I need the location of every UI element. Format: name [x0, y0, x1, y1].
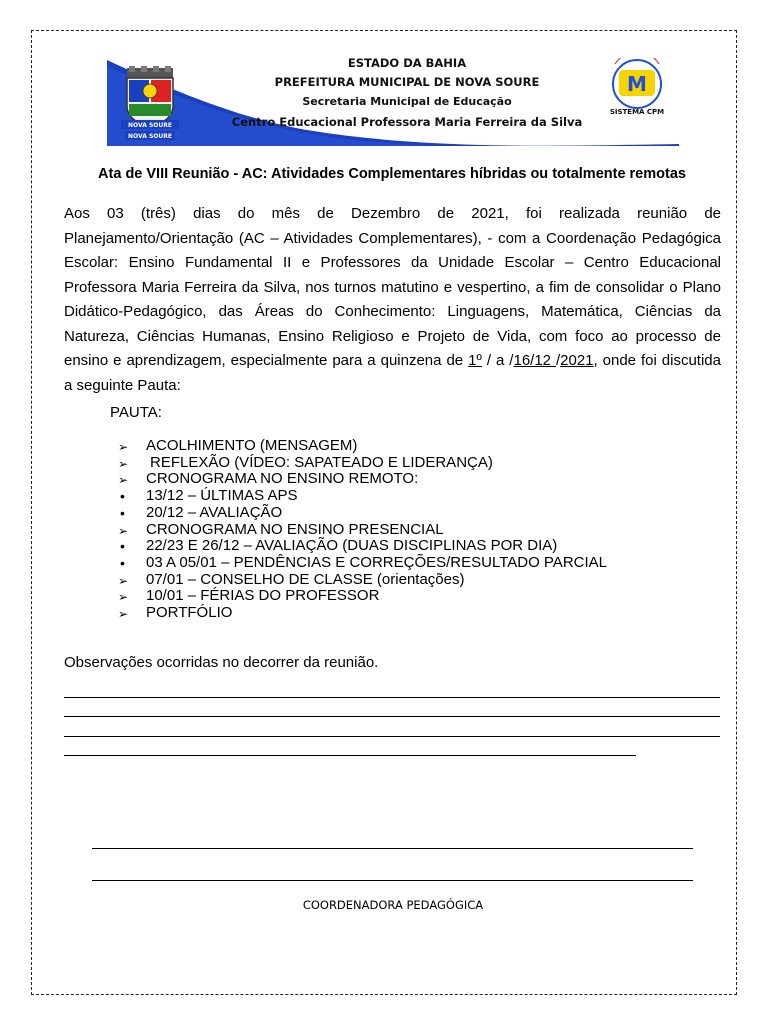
dot-bullet-icon: •: [120, 504, 125, 521]
pauta-item: [118, 488, 607, 505]
date-separator-2: /: [555, 352, 561, 369]
signature-line: [92, 880, 693, 881]
pauta-item: [118, 538, 607, 555]
dot-bullet-icon: •: [120, 538, 125, 555]
pauta-item: [118, 471, 607, 488]
date-to: 16/12: [513, 352, 556, 369]
pauta-item-text: 13/12 – ÚLTIMAS APS: [146, 487, 298, 505]
svg-text:M: M: [627, 72, 647, 96]
date-separator-1: / a /: [481, 352, 514, 369]
paragraph-end: , onde foi discutida a seguinte Pauta:: [64, 352, 721, 394]
pauta-item: [118, 555, 607, 572]
observation-line: [64, 736, 720, 737]
pauta-item-text: 20/12 – AVALIAÇÃO: [146, 503, 283, 521]
arrow-bullet-icon: ➢: [118, 607, 129, 622]
header-secretariat: Secretaria Municipal de Educação: [302, 95, 512, 108]
pauta-item-text: 03 A 05/01 – PENDÊNCIAS E CORREÇÕES/RESULTADO PARCIAL: [146, 553, 607, 571]
pauta-item: [118, 455, 607, 472]
pauta-item: [118, 572, 607, 589]
pauta-list: [118, 438, 607, 622]
paragraph-body: Aos 03 (três) dias do mês de Dezembro de 2021, foi realizada reunião de Planejamento/Orientação (AC – Atividades Complementares), - com a Coordenação Pedagógica Escolar: Ensino Fundamental II e Professores da Unidade Escolar – Centro Educacional Professora Maria Ferreira da Silva, nos turnos matutino e vespertino, a fim de consolidar o Plano Didático-Pedagógico, das Áreas do Conhecimento: Linguagens, Matemática, Ciências da Natureza, Ciências Humanas, Ensino Religioso e Projeto de Vida, com foco ao processo de ensino e aprendizagem, especialmente para a quinzena de: [64, 205, 721, 369]
pauta-item-text: REFLEXÃO (VÍDEO: SAPATEADO E LIDERANÇA): [150, 453, 493, 471]
header-state: ESTADO DA BAHIA: [347, 58, 467, 70]
pauta-item: [118, 605, 607, 622]
signature-role: COORDENADORA PEDAGÓGICA: [302, 898, 484, 912]
pauta-item-text: 22/23 E 26/12 – AVALIAÇÃO (DUAS DISCIPLINAS POR DIA): [146, 537, 558, 555]
arrow-bullet-icon: ➢: [118, 573, 129, 588]
observations-label: Observações ocorridas no decorrer da reunião.: [64, 654, 379, 671]
header-prefecture: PREFEITURA MUNICIPAL DE NOVA SOURE: [274, 75, 540, 89]
header-banner: [107, 58, 679, 146]
signature-line: [92, 848, 693, 849]
crest-label-lower: NOVA SOURE: [128, 133, 172, 140]
dot-bullet-icon: •: [120, 554, 125, 571]
crest-label: NOVA SOURE: [128, 122, 172, 129]
pauta-item-text: CRONOGRAMA NO ENSINO PRESENCIAL: [146, 520, 444, 538]
arrow-bullet-icon: ➢: [118, 456, 129, 471]
nova-soure-crest-icon: [119, 66, 181, 142]
arrow-bullet-icon: ➢: [118, 590, 129, 605]
arrow-bullet-icon: ➢: [118, 523, 129, 538]
main-paragraph: [64, 202, 721, 398]
arrow-bullet-icon: ➢: [118, 440, 129, 454]
pauta-item: [118, 588, 607, 605]
header-school: Centro Educacional Professora Maria Ferreira da Silva: [231, 115, 583, 129]
dot-bullet-icon: •: [120, 488, 125, 505]
pauta-item: [118, 505, 607, 522]
pauta-item-text: ACOLHIMENTO (MENSAGEM): [146, 437, 358, 454]
pauta-item: [118, 438, 607, 455]
pauta-label: PAUTA:: [110, 404, 162, 421]
pauta-item: [118, 522, 607, 539]
pauta-item-text: PORTFÓLIO: [146, 604, 233, 622]
observation-line: [64, 697, 720, 698]
date-from: 1º: [468, 352, 482, 369]
pauta-item-text: 10/01 – FÉRIAS DO PROFESSOR: [146, 587, 380, 605]
pauta-item-text: CRONOGRAMA NO ENSINO REMOTO:: [146, 470, 419, 488]
cpm-logo-caption: SISTEMA CPM: [609, 108, 665, 116]
date-year: 2021: [560, 352, 594, 369]
arrow-bullet-icon: ➢: [118, 473, 129, 488]
pauta-item-text: 07/01 – CONSELHO DE CLASSE (orientações): [146, 570, 465, 588]
observation-line: [64, 716, 720, 717]
document-title: Ata de VIII Reunião - AC: Atividades Complementares híbridas ou totalmente remotas: [98, 166, 686, 182]
observation-line: [64, 755, 636, 756]
